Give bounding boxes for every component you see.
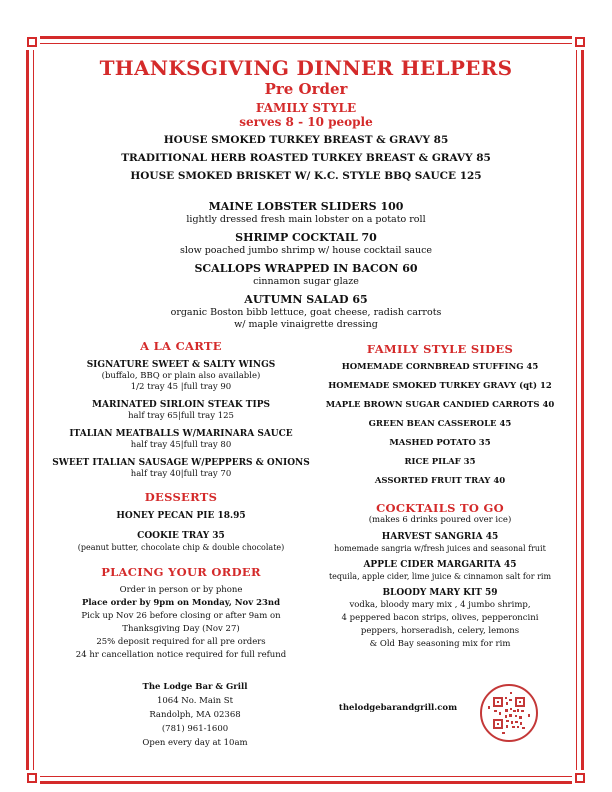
order-line: 25% deposit required for all pre orders (96, 637, 266, 647)
side-item: RICE PILAF 35 (404, 457, 476, 467)
order-line: Pick up Nov 26 before closing or after 9am on (81, 611, 281, 621)
street: 1064 No. Main St (156, 696, 234, 706)
appetizer-desc-2: w/ maple vinaigrette dressing (234, 319, 378, 330)
dessert-desc: (peanut butter, chocolate chip & double chocolate) (77, 543, 285, 552)
cocktail-name: HARVEST SANGRIA 45 (381, 532, 499, 542)
phone: (781) 961-1600 (161, 724, 229, 734)
a-la-carte-item (40, 428, 322, 451)
item-desc: half tray 45|full tray 80 (130, 440, 232, 450)
item-name: ITALIAN MEATBALLS W/MARINARA SAUCE (69, 429, 293, 439)
right-column (302, 342, 578, 651)
order-line: Order in person or by phone (119, 585, 243, 595)
cocktails-note: (makes 6 drinks poured over ice) (368, 515, 512, 525)
restaurant-name: The Lodge Bar & Grill (142, 682, 248, 692)
qr-code-icon[interactable] (480, 684, 538, 742)
website-link[interactable]: thelodgebarandgrill.com (338, 703, 458, 713)
item-desc: half tray 40|full tray 70 (130, 469, 232, 479)
order-line: 24 hr cancellation notice required for full refund (75, 650, 287, 660)
appetizer-item (40, 200, 572, 226)
placing-order-heading: PLACING YOUR ORDER (101, 565, 261, 579)
item-desc: half tray 65|full tray 125 (128, 411, 234, 421)
cocktail-item (302, 559, 578, 582)
border-corner-top-right (572, 34, 588, 50)
appetizer-item (40, 293, 572, 331)
cocktail-desc: vodka, bloody mary mix , 4 jumbo shrimp, (349, 600, 531, 610)
main-items (40, 131, 572, 185)
appetizer-list (40, 200, 572, 336)
border-corner-top-left (24, 34, 40, 50)
cocktail-name: BLOODY MARY KIT 59 (382, 588, 498, 598)
left-column (40, 339, 322, 662)
family-style-heading (40, 101, 572, 129)
side-item: GREEN BEAN CASSEROLE 45 (368, 419, 512, 429)
a-la-carte-item (40, 359, 322, 393)
side-item: HOMEMADE CORNBREAD STUFFING 45 (341, 362, 539, 372)
appetizer-desc: lightly dressed fresh main lobster on a potato roll (186, 214, 426, 225)
hours: Open every day at 10am (142, 738, 248, 748)
item-name: SIGNATURE SWEET & SALTY WINGS (86, 360, 276, 370)
appetizer-name: SCALLOPS WRAPPED IN BACON 60 (194, 262, 418, 275)
cocktail-item (302, 587, 578, 651)
item-desc-2: 1/2 tray 45 |full tray 90 (130, 382, 232, 392)
cocktail-item (302, 531, 578, 554)
city: Randolph, MA 02368 (149, 710, 241, 720)
appetizer-name: MAINE LOBSTER SLIDERS 100 (208, 200, 404, 213)
cocktail-desc: & Old Bay seasoning mix for rim (369, 639, 511, 649)
cocktails-heading: COCKTAILS TO GO (376, 501, 504, 515)
dessert-name: COOKIE TRAY 35 (137, 531, 225, 541)
item-name: MARINATED SIRLOIN STEAK TIPS (92, 400, 270, 410)
page-subtitle: Pre Order (264, 80, 348, 98)
family-style-label: FAMILY STYLE (255, 101, 357, 115)
side-item: MAPLE BROWN SUGAR CANDIED CARROTS 40 (325, 400, 555, 410)
border-corner-bottom-right (572, 770, 588, 786)
item-name: SWEET ITALIAN SAUSAGE W/PEPPERS & ONIONS (52, 458, 310, 468)
cocktail-desc: 4 peppered bacon strips, olives, pepperoncini (341, 613, 539, 623)
a-la-carte-item (40, 457, 322, 480)
cocktail-desc: tequila, apple cider, lime juice & cinnamon salt for rim (328, 572, 552, 581)
order-line: Thanksgiving Day (Nov 27) (122, 624, 240, 634)
a-la-carte-heading: A LA CARTE (140, 339, 222, 353)
dessert-name: HONEY PECAN PIE 18.95 (116, 511, 246, 521)
desserts-heading: DESSERTS (144, 490, 218, 504)
main-item: HOUSE SMOKED BRISKET W/ K.C. STYLE BBQ SAUCE 125 (130, 170, 482, 182)
side-item: MASHED POTATO 35 (389, 438, 491, 448)
border-corner-bottom-left (24, 770, 40, 786)
cocktail-desc: homemade sangria w/fresh juices and seasonal fruit (334, 544, 546, 553)
side-item: HOMEMADE SMOKED TURKEY GRAVY (qt) 12 (328, 381, 552, 391)
restaurant-address (110, 680, 280, 750)
appetizer-desc: slow poached jumbo shrimp w/ house cocktail sauce (179, 245, 433, 256)
family-sides-heading: FAMILY STYLE SIDES (366, 342, 514, 356)
order-deadline: Place order by 9pm on Monday, Nov 23nd (81, 598, 281, 608)
appetizer-desc: cinnamon sugar glaze (253, 276, 359, 287)
appetizer-name: SHRIMP COCKTAIL 70 (235, 231, 377, 244)
page-title: THANKSGIVING DINNER HELPERS (99, 56, 513, 80)
a-la-carte-item (40, 399, 322, 422)
main-item: HOUSE SMOKED TURKEY BREAST & GRAVY 85 (163, 134, 449, 146)
main-item: TRADITIONAL HERB ROASTED TURKEY BREAST & GRAVY 85 (121, 152, 491, 164)
item-desc: (buffalo, BBQ or plain also available) (101, 371, 261, 381)
appetizer-item (40, 231, 572, 257)
side-item: ASSORTED FRUIT TRAY 40 (374, 476, 506, 486)
appetizer-desc: organic Boston bibb lettuce, goat cheese, radish carrots (170, 307, 442, 318)
cocktail-desc: peppers, horseradish, celery, lemons (360, 626, 520, 636)
cocktail-name: APPLE CIDER MARGARITA 45 (363, 560, 517, 570)
appetizer-item (40, 262, 572, 288)
appetizer-name: AUTUMN SALAD 65 (244, 293, 368, 306)
serves-label: serves 8 - 10 people (239, 115, 373, 129)
